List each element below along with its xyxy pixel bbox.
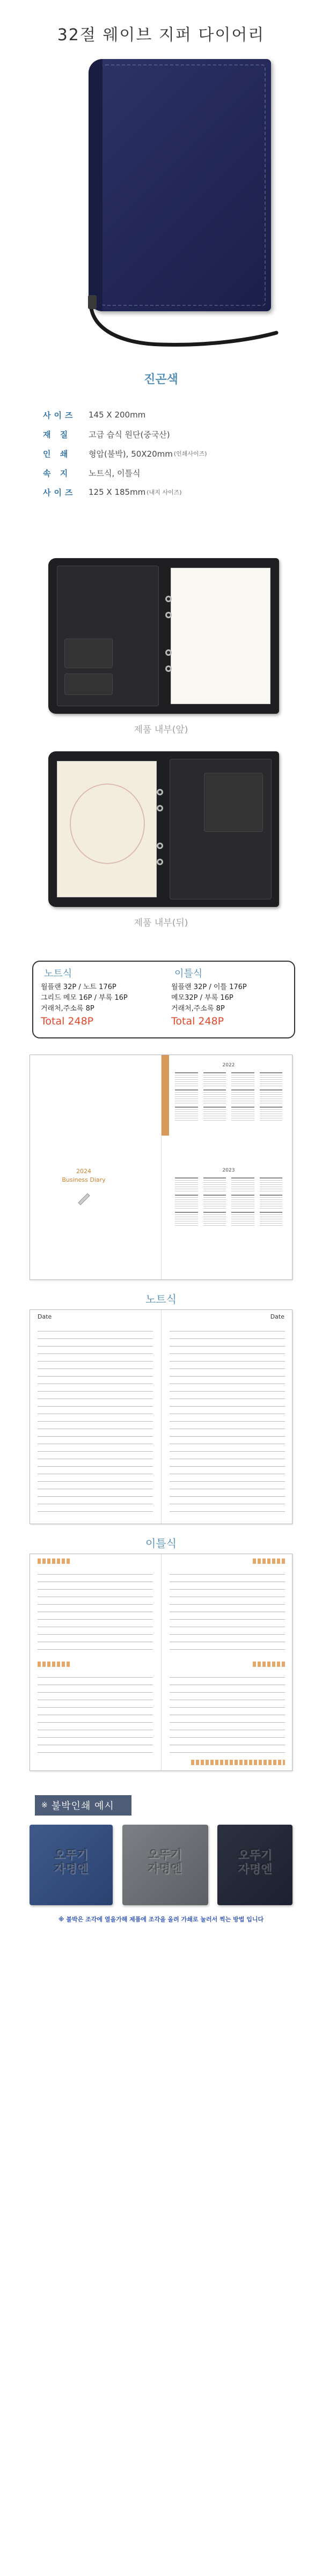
- note-mark: ※: [41, 1801, 48, 1810]
- composition-two-day-type: [164, 962, 294, 1037]
- day-header-bar: [38, 1662, 70, 1667]
- map-icon: [70, 784, 145, 864]
- calendar-year: 2022: [222, 1063, 235, 1068]
- calendar-month: [175, 1089, 198, 1103]
- binder-ring-icon: [157, 789, 163, 795]
- spec-value: 145 X 200mm: [89, 410, 146, 420]
- spec-label: 재 질: [43, 429, 71, 440]
- binder-ring-icon: [165, 665, 172, 672]
- day-header-bar: [38, 1558, 70, 1564]
- product-title: 32절 웨이브 지퍼 다이어리: [57, 26, 265, 45]
- wrist-strap-icon: [54, 295, 279, 360]
- product-photo-inner-back: [48, 751, 279, 907]
- card-slot: [64, 639, 113, 668]
- ruled-lines: [38, 1567, 153, 1653]
- diary-spine: [89, 59, 103, 311]
- binder-ring-icon: [165, 596, 172, 602]
- calendar-month: [260, 1212, 283, 1226]
- composition-note-type: [33, 962, 164, 1037]
- product-photo-closed: [38, 59, 284, 360]
- ruled-lines: [170, 1567, 285, 1653]
- binder-ring-icon: [157, 859, 163, 865]
- composition-line: 거래처,주소록 8P: [41, 1005, 94, 1013]
- section-label-note: 노트식: [145, 1293, 177, 1306]
- calendar-grid: [175, 1072, 282, 1121]
- inner-page-composition: [32, 961, 295, 1038]
- composition-total: Total 248P: [171, 1015, 224, 1027]
- spec-row: [43, 444, 284, 463]
- foil-swatch-gray: [122, 1825, 208, 1905]
- ruled-lines: [170, 1670, 285, 1754]
- calendar-month: [203, 1212, 226, 1226]
- pen-icon: [76, 1189, 92, 1205]
- foil-sample-text: 오뚜기 자명엔: [54, 1849, 89, 1876]
- composition-heading: 이틀식: [174, 968, 203, 979]
- calendar-month: [175, 1177, 198, 1191]
- calendar-month: [203, 1195, 226, 1209]
- spread-cover-calendar: [30, 1055, 292, 1280]
- ruled-lines: [38, 1670, 153, 1754]
- foil-swatch-navy: [217, 1825, 292, 1905]
- calendar-month: [175, 1072, 198, 1086]
- calendar-month: [260, 1072, 283, 1086]
- composition-line: 월플랜 32P / 이틀 176P: [171, 983, 247, 991]
- calendar-month: [231, 1212, 254, 1226]
- composition-line: 그리드 메모 16P / 부록 16P: [41, 994, 128, 1002]
- spec-label: 사이즈: [43, 410, 76, 420]
- calendar-grid: [175, 1177, 282, 1226]
- calendar-month: [231, 1107, 254, 1121]
- calendar-month: [231, 1089, 254, 1103]
- calendar-month: [175, 1107, 198, 1121]
- calendar-month: [260, 1089, 283, 1103]
- spec-row: [43, 405, 284, 425]
- color-name: 진곤색: [144, 373, 178, 386]
- spec-row: [43, 425, 284, 444]
- calendar-month: [175, 1195, 198, 1209]
- calendar-month: [203, 1072, 226, 1086]
- spec-note: (내지 사이즈): [147, 489, 182, 496]
- page-fold: [161, 1554, 162, 1770]
- cover-page-subtitle: Business Diary: [62, 1176, 106, 1183]
- calendar-year: 2023: [222, 1168, 235, 1173]
- binder-ring-icon: [157, 805, 163, 811]
- calendar-month: [231, 1195, 254, 1209]
- composition-line: 메모32P / 부록 16P: [171, 994, 233, 1002]
- diary-cover: [89, 59, 271, 311]
- spec-value: 125 X 185mm: [89, 487, 146, 497]
- calendar-month: [231, 1177, 254, 1191]
- blank-page: [171, 568, 270, 704]
- date-label-right: Date: [270, 1313, 284, 1320]
- composition-heading: 노트식: [44, 968, 72, 979]
- spec-value: 노트식, 이틀식: [89, 468, 141, 478]
- foil-print-heading: [35, 1795, 131, 1816]
- cover-page-year: 2024: [76, 1168, 91, 1175]
- foil-swatch-blue: [30, 1825, 113, 1905]
- foil-heading-text: 불박인쇄 예시: [51, 1801, 114, 1812]
- spec-label: 속 지: [43, 468, 71, 478]
- caption-inner-back: 제품 내부(뒤): [134, 918, 188, 928]
- spec-value: 고급 습식 원단(중국산): [89, 429, 170, 440]
- calendar-month: [260, 1195, 283, 1209]
- binder-ring-icon: [165, 612, 172, 618]
- calendar-month: [231, 1072, 254, 1086]
- product-photo-inner-front: [48, 558, 279, 714]
- spec-label: 인 쇄: [43, 449, 71, 459]
- section-label-two-day: 이틀식: [145, 1537, 177, 1550]
- date-label-left: Date: [38, 1313, 52, 1320]
- calendar-month: [175, 1212, 198, 1226]
- page-fold: [161, 1310, 162, 1524]
- spec-note: (인쇄사이즈): [173, 450, 207, 457]
- binder-ring-icon: [165, 649, 172, 656]
- ruled-lines: [170, 1324, 285, 1516]
- card-slot: [64, 674, 113, 695]
- foil-sample-text: 오뚜기 자명엔: [148, 1849, 182, 1876]
- foil-note: ※ 불박은 조각에 열을가해 제품에 조각을 올려 가쇄로 눌러서 찍는 방법 입니다: [58, 1916, 264, 1923]
- spec-row: [43, 482, 284, 502]
- composition-line: 거래처,주소록 8P: [171, 1005, 225, 1013]
- date-strip: [191, 1760, 285, 1765]
- composition-total: Total 248P: [41, 1015, 94, 1027]
- calendar-month: [203, 1107, 226, 1121]
- composition-line: 월플랜 32P / 노트 176P: [41, 983, 116, 991]
- calendar-month: [260, 1107, 283, 1121]
- spec-row: [43, 463, 284, 482]
- spec-value: 형압(불박), 50X20mm: [89, 449, 173, 459]
- day-header-bar: [253, 1558, 285, 1564]
- ruled-lines: [38, 1324, 153, 1516]
- foil-sample-text: 오뚜기 자명엔: [238, 1849, 272, 1876]
- calendar-month: [203, 1089, 226, 1103]
- spread-two-day-pages: [30, 1554, 292, 1771]
- calendar-month: [203, 1177, 226, 1191]
- spec-table: [43, 405, 284, 502]
- spec-label: 사이즈: [43, 487, 76, 497]
- binder-ring-icon: [157, 843, 163, 849]
- caption-inner-front: 제품 내부(앞): [134, 724, 188, 735]
- pocket-flap: [204, 773, 263, 832]
- calendar-month: [260, 1177, 283, 1191]
- spread-note-pages: [30, 1309, 292, 1524]
- day-header-bar: [253, 1662, 285, 1667]
